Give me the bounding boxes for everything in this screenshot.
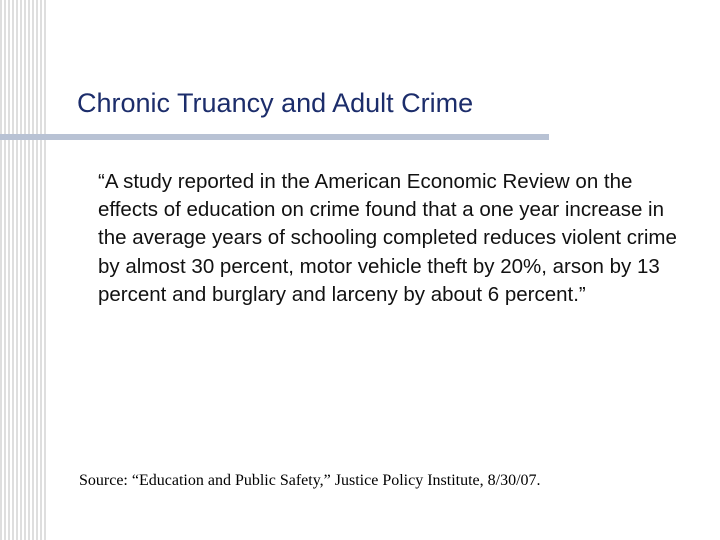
title-underline-rule xyxy=(0,134,549,140)
quote-text: “A study reported in the American Economic Review on the effects of education on crime found that a one year increase in the average years of schooling completed reduces violent crime by almost 30 percent, motor vehicle theft by 20%, arson by 13 percent and burglary and larceny by about 6 percent.” xyxy=(98,170,677,306)
decorative-stripe-panel xyxy=(0,0,48,540)
slide-title: Chronic Truancy and Adult Crime xyxy=(77,88,474,118)
source-citation: Source: “Education and Public Safety,” Justice Policy Institute, 8/30/07. xyxy=(79,472,541,489)
